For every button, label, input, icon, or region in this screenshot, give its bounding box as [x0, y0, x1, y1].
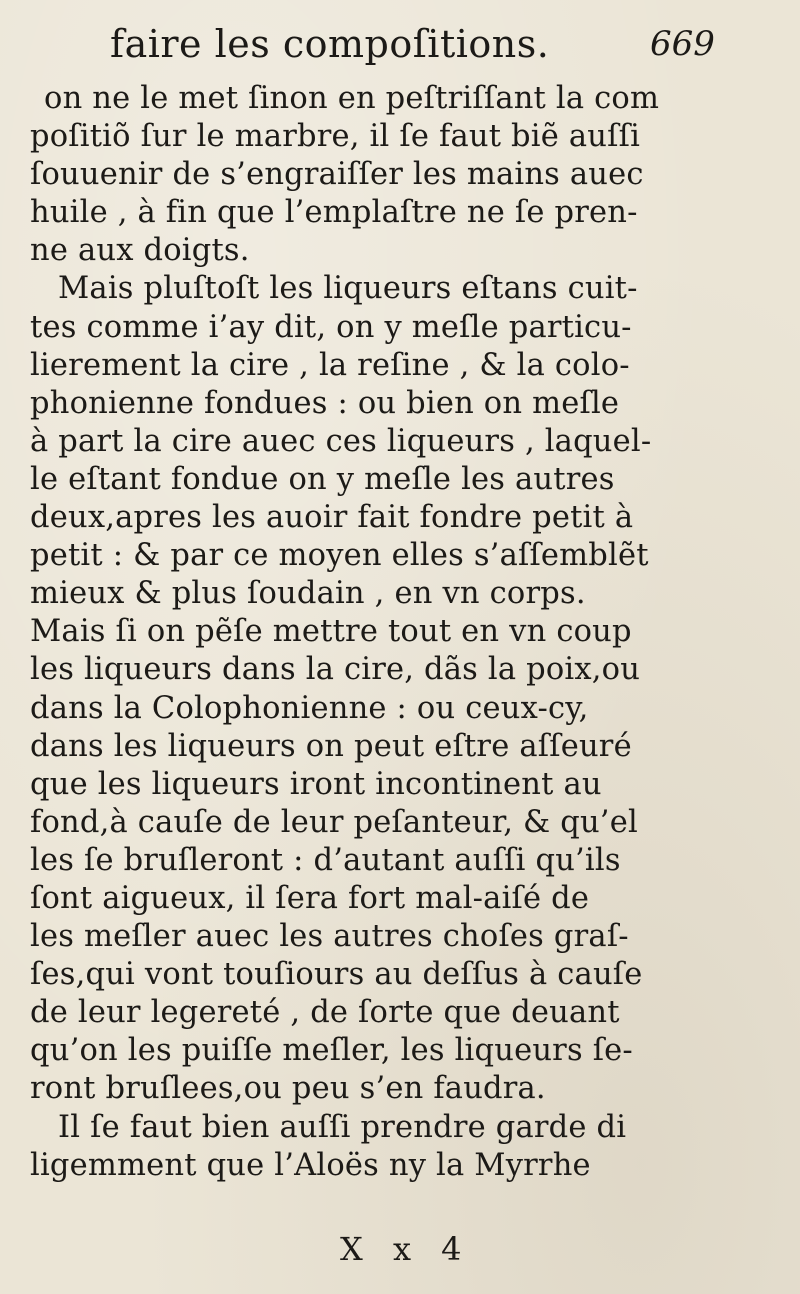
running-head — [110, 16, 715, 72]
page-number: 669 — [650, 24, 715, 64]
text-line: lierement la cire , la reſine , & la colo- — [30, 347, 630, 383]
text-line: ront bruſlees,ou peu s’en faudra. — [30, 1071, 546, 1107]
text-line: de leur legereté , de ſorte que deuant — [30, 995, 620, 1031]
text-line: les ſe bruſleront : d’autant auſſi qu’ils — [30, 842, 621, 878]
signature-mark: X x 4 — [340, 1230, 472, 1268]
text-line: les meſler auec les autres choſes graſ- — [30, 919, 629, 955]
text-line: petit : & par ce moyen elles s’aſſemblẽt — [30, 538, 649, 574]
text-line: tes comme i’ay dit, on y meſle particu- — [30, 309, 632, 345]
running-title: faire les compoſitions. — [110, 22, 550, 66]
text-line: fond,à cauſe de leur peſanteur, & qu’el — [30, 804, 638, 840]
text-line: on ne le met ſinon en peſtriſſant la com — [44, 81, 660, 116]
text-line: à part la cire auec ces liqueurs , laquel- — [30, 423, 652, 459]
text-line: les liqueurs dans la cire, dãs la poix,ou — [30, 652, 641, 688]
text-line: qu’on les puiſſe meſler, les liqueurs ſe- — [30, 1033, 633, 1069]
text-line: ſont aigueux, il ſera fort mal-aiſé de — [30, 880, 590, 916]
text-line: mieux & plus ſoudain , en vn corps. — [30, 576, 586, 612]
text-line: ſouuenir de s’engraiſſer les mains auec — [30, 157, 644, 193]
text-line: dans les liqueurs on peut eſtre aſſeuré — [30, 728, 632, 764]
text-line: phonienne fondues : ou bien on meſle — [30, 385, 620, 421]
text-line: le eſtant fondue on y meſle les autres — [30, 461, 615, 497]
text-line: Mais ſi on pẽſe mettre tout en vn coup — [30, 614, 632, 650]
text-line: Mais pluſtoſt les liqueurs eſtans cuit- — [58, 271, 638, 307]
text-line: deux,apres les auoir fait fondre petit à — [30, 500, 634, 536]
text-line: ligemment que l’Aloës ny la Myrrhe — [30, 1147, 591, 1183]
text-line: huile , à fin que l’emplaſtre ne ſe pren- — [30, 195, 638, 231]
body-text — [30, 80, 770, 1185]
text-line: que les liqueurs iront incontinent au — [30, 766, 602, 802]
text-line: poſitiõ ſur le marbre, il ſe faut biẽ auſſi — [30, 119, 641, 155]
text-line: ne aux doigts. — [30, 233, 250, 269]
text-line: dans la Colophonienne : ou ceux-cy, — [30, 690, 589, 726]
text-line: Il ſe faut bien auſſi prendre garde di — [58, 1109, 627, 1145]
text-line: ſes,qui vont touſiours au deſſus à cauſe — [30, 957, 643, 993]
